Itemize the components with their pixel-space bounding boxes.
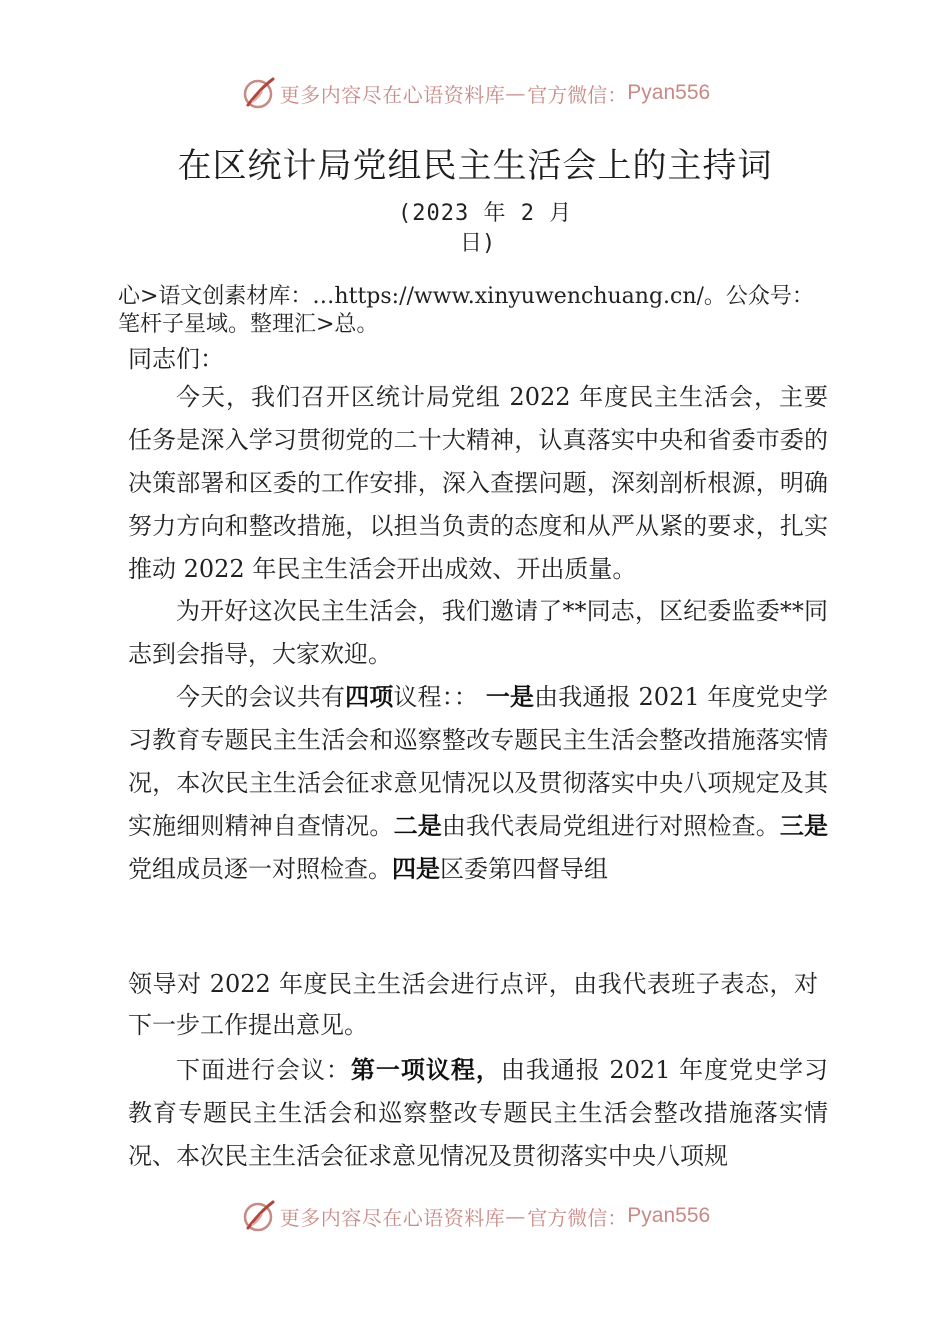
paragraph-3-continued: 领导对 2022 年度民主生活会进行点评，由我代表班子表态，对下一步工作提出意见。 [128,970,818,1039]
date-line-1: (2023 年 2 月 [398,201,573,226]
paragraph-1: 今天，我们召开区统计局党组 2022 年度民主生活会，主要任务是深入学习贯彻党的二十大精神，认真落实中央和省委市委的决策部署和区委的工作安排，深入查摆问题，深刻剖析根源，明确努力方向和整改措施，以担当负责的态度和从严从紧的要求，扎实推动 2022 年民主生活会开出成效、开出质量。 [128,383,828,583]
footer-watermark [0,1195,950,1237]
p4-text-a: 下面进行会议： [176,1056,351,1084]
p3-text-f: 党组成员逐一对照检查。 [128,855,392,883]
paragraph-2: 为开好这次民主生活会，我们邀请了**同志，区纪委监委**同志到会指导，大家欢迎。 [128,597,828,668]
watermark-wechat-id: Pyan556 [627,81,711,104]
watermark-separator: — [505,81,526,105]
pen-logo-icon [240,75,276,111]
source-note: 心>语文创素材库：…https://www.xinyuwenchuang.cn/。公众号：笔杆子星域。整理汇>总。 [118,284,814,337]
p3-text-e: 由我代表局党组进行对照检查。 [441,812,780,840]
p4-bold-first-item: 第一项议程， [350,1055,501,1084]
p3-bold-four-items: 四项 [345,683,394,711]
watermark-text: 更多内容尽在心语资料库 [279,1205,506,1230]
p3-bold-fourth: 四是 [392,855,440,883]
document-title: 在区统计局党组民主生活会上的主持词 [177,146,773,186]
p3-text-g: 区委第四督导组 [440,855,608,883]
paragraph-4 [128,1048,828,1178]
p3-text-d: 由我通报 2021 年度党史学习教育专题民主生活会和巡察整改专题民主生活会整改措施落实情况，本次民主生活会征求意见情况以及贯彻落实中央八项规定及其实施细则精神自查情况。 [128,683,829,840]
watermark-wechat-label: 官方微信： [527,1205,628,1230]
header-watermark [0,72,950,114]
salutation: 同志们： [128,345,224,373]
watermark-text: 更多内容尽在心语资料库 [279,82,506,107]
p3-bold-second: 二是 [393,812,442,840]
pen-logo-icon [240,1198,276,1234]
watermark-wechat-label: 官方微信： [527,82,628,107]
p4-text-c: 由我通报 2021 年度党史学习教育专题民主生活会和巡察整改专题民主生活会整改措施落实情况、本次民主生活会征求意见情况及贯彻落实中央八项规 [128,1056,829,1170]
p3-text-a: 今天的会议共有 [176,683,346,711]
p3-text-c: 议程：： [393,683,486,711]
p3-bold-third: 三是 [779,812,829,840]
p3-bold-first: 一是 [485,683,535,711]
date-line-2: 日) [460,231,496,256]
watermark-separator: — [505,1204,526,1228]
watermark-wechat-id: Pyan556 [627,1204,711,1227]
paragraph-3 [128,676,828,891]
